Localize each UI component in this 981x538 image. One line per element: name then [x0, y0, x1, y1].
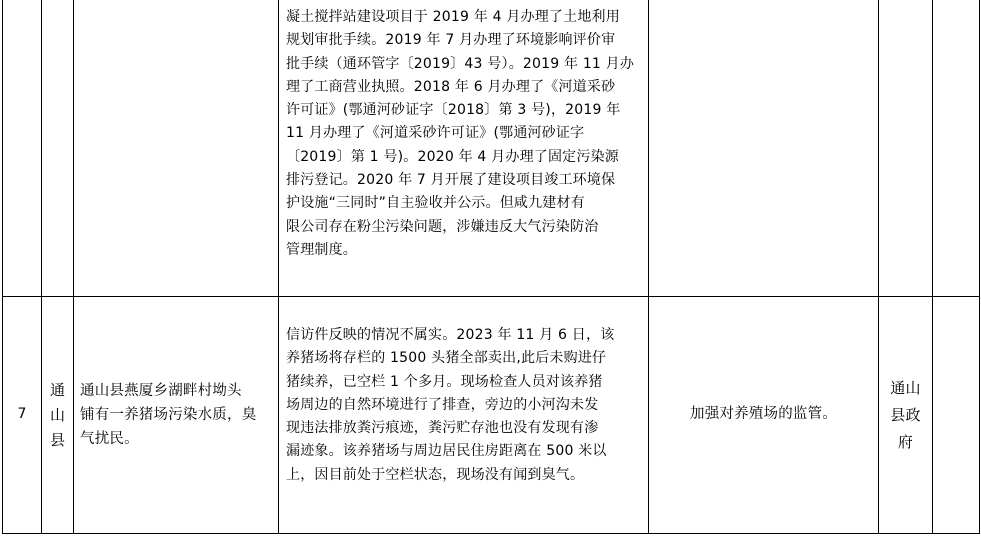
complaint-text — [80, 379, 256, 451]
finding-line: 11 月办理了《河道采砂许可证》(鄂通河砂证字 — [286, 125, 585, 142]
finding-line: 信访件反映的情况不属实。2023 年 11 月 6 日，该 — [286, 327, 615, 343]
finding-line: 场周边的自然环境进行了排查，旁边的小河沟未发 — [286, 396, 599, 413]
finding-line: 批手续（通环管字〔2019〕43 号）。2019 年 11 月办 — [286, 55, 635, 72]
finding-line: 上，因目前处于空栏状态，现场没有闻到臭气。 — [286, 466, 585, 483]
complaint-line: 通山县燕厦乡湖畔村坳头 — [80, 383, 242, 399]
finding-line: 现违法排放粪污痕迹，粪污贮存池也没有发现有渗 — [286, 420, 599, 437]
col-border-right — [979, 0, 980, 534]
county-name: 通山县 — [49, 380, 65, 449]
finding-line: 排污登记。2020 年 7 月开展了建设项目竣工环境保 — [286, 172, 616, 189]
responsible-line: 通山 — [890, 378, 921, 397]
finding-cell — [286, 324, 646, 524]
responsible-text — [890, 375, 920, 456]
row-number-cell — [3, 297, 41, 533]
responsible-line: 县政 — [890, 405, 921, 424]
finding-line: 理了工商营业执照。2018 年 6 月办理了《河道采砂 — [286, 78, 616, 95]
complaint-line: 铺有一养猪场污染水质，臭 — [80, 407, 257, 423]
row-number: 7 — [17, 406, 27, 423]
finding-line: 规划审批手续。2019 年 7 月办理了环境影响评价审 — [286, 32, 616, 49]
complaint-line: 气扰民。 — [80, 431, 139, 447]
finding-line: 限公司存在粉尘污染问题，涉嫌违反大气污染防治 — [286, 218, 599, 235]
table-bottom-border — [2, 533, 980, 534]
col-border-county — [73, 0, 74, 534]
finding-line: 护设施“三同时”自主验收并公示。但咸九建材有 — [286, 195, 585, 212]
finding-line: 管理制度。 — [286, 241, 357, 258]
finding-line: 养猪场将存栏的 1500 头猪全部卖出,此后未购进仔 — [286, 350, 607, 367]
finding-line: 凝土搅拌站建设项目于 2019 年 4 月办理了土地利用 — [286, 9, 620, 25]
col-border-responsible — [932, 0, 933, 534]
finding-line: 漏迹象。该养猪场与周边居民住房距离在 500 米以 — [286, 443, 607, 460]
finding-line: 许可证》(鄂通河砂证字〔2018〕第 3 号)，2019 年 — [286, 102, 621, 119]
measure-text: 加强对养殖场的监管。 — [690, 406, 837, 423]
prev-row-finding-cell — [286, 6, 646, 294]
responsible-line: 府 — [897, 432, 914, 451]
col-border-complaint — [278, 0, 279, 534]
county-cell — [42, 297, 73, 533]
measure-cell — [649, 297, 878, 533]
responsible-cell — [879, 297, 932, 533]
finding-line: 猪续养，已空栏 1 个多月。现场检查人员对该养猪 — [286, 373, 603, 390]
complaint-cell — [80, 297, 276, 533]
finding-line: 〔2019〕第 1 号)。2020 年 4 月办理了固定污染源 — [286, 148, 619, 165]
